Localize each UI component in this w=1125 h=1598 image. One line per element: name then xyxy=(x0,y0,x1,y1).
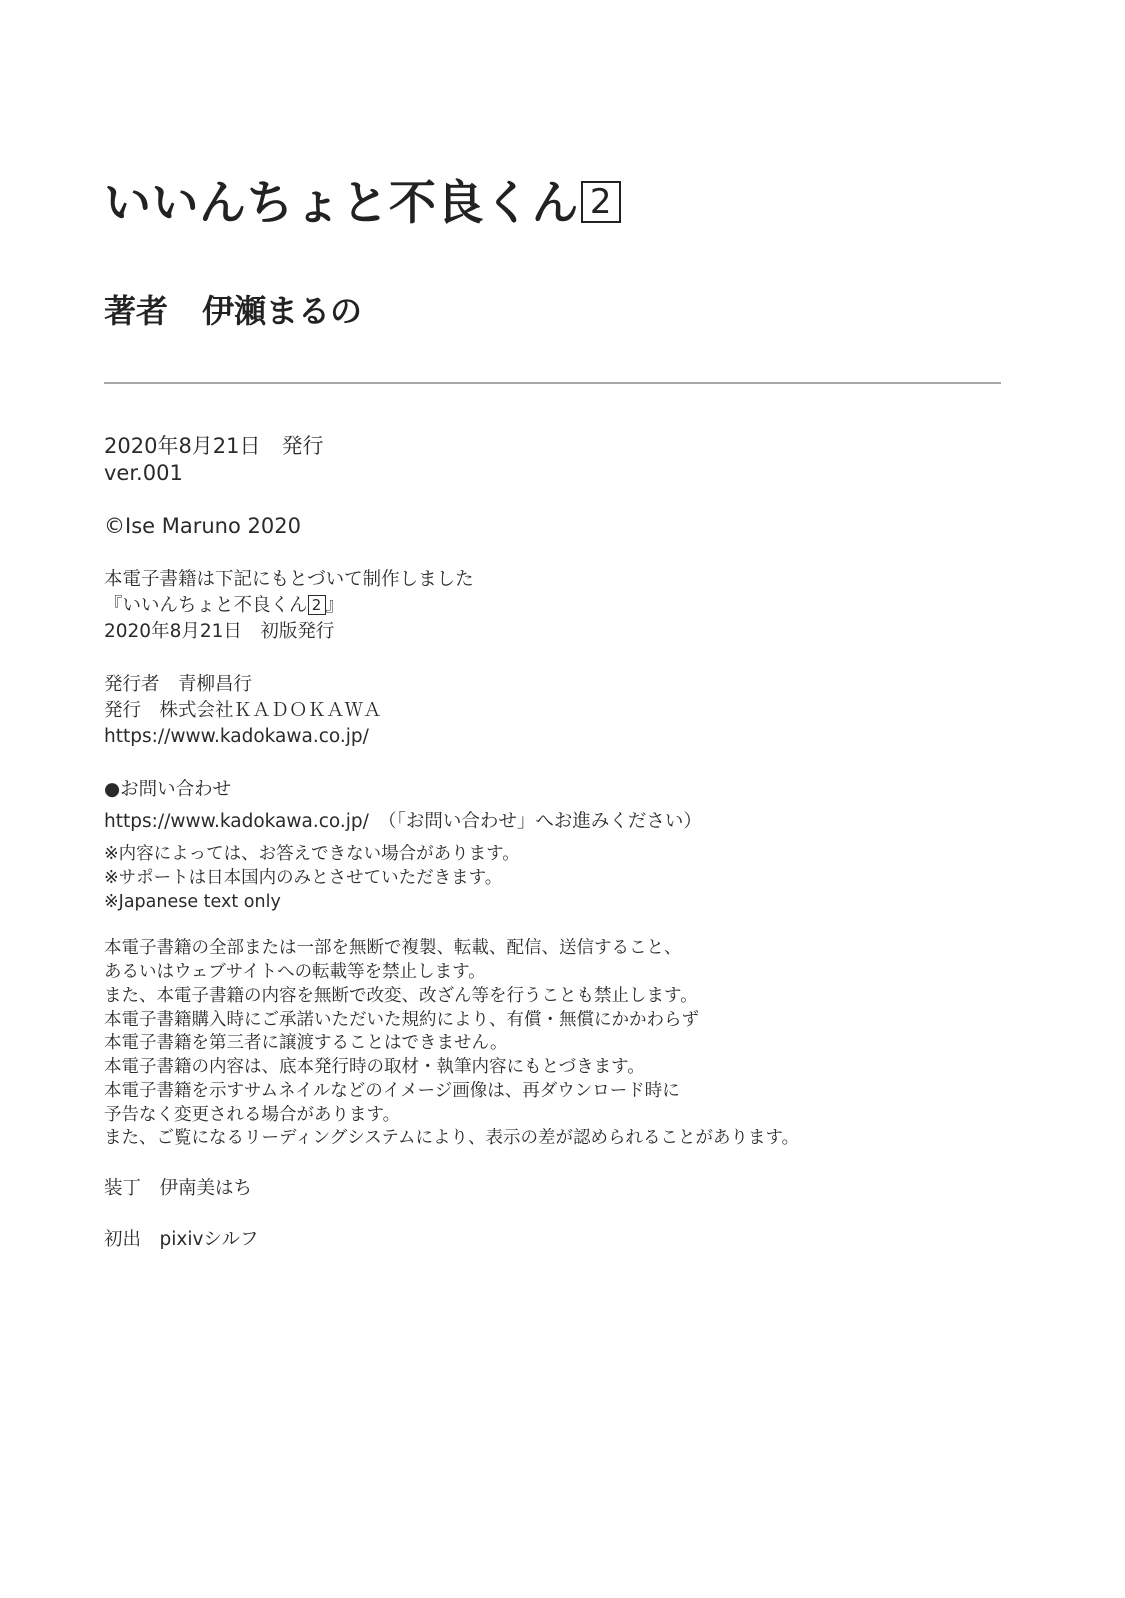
legal-line: あるいはウェブサイトへの転載等を禁止します。 xyxy=(104,962,486,982)
book-title-text: いいんちょと不良くん xyxy=(104,176,579,231)
contact-url: https://www.kadokawa.co.jp/ （「お問い合わせ」へお進みください） xyxy=(104,811,702,832)
contact-note: ※Japanese text only xyxy=(104,892,281,912)
author-line xyxy=(104,291,362,331)
author-name: 伊瀬まるの xyxy=(202,292,363,330)
divider-rule xyxy=(104,382,1001,384)
first-appearance: 初出 pixivシルフ xyxy=(104,1229,259,1250)
legal-line: また、本電子書籍の内容を無断で改変、改ざん等を行うことも禁止します。 xyxy=(104,986,698,1006)
legal-line: 本電子書籍購入時にご承諾いただいた規約により、有償・無償にかかわらず xyxy=(104,1010,699,1030)
publication-date: 2020年8月21日 発行 xyxy=(104,434,324,458)
volume-number-box: 2 xyxy=(581,181,621,223)
source-note: 本電子書籍は下記にもとづいて制作しました xyxy=(104,569,474,590)
contact-note: ※サポートは日本国内のみとさせていただきます。 xyxy=(104,868,503,888)
issuer: 発行者 青柳昌行 xyxy=(104,674,253,695)
publisher-url: https://www.kadokawa.co.jp/ xyxy=(104,726,369,747)
legal-line: 予告なく変更される場合があります。 xyxy=(104,1105,401,1125)
source-volume-box: 2 xyxy=(308,595,326,615)
copyright: ©Ise Maruno 2020 xyxy=(104,514,301,538)
contact-heading: ●お問い合わせ xyxy=(104,779,232,800)
design-credit: 装丁 伊南美はち xyxy=(104,1178,253,1199)
legal-line: 本電子書籍の内容は、底本発行時の取材・執筆内容にもとづきます。 xyxy=(104,1057,645,1077)
book-title xyxy=(104,176,621,232)
version: ver.001 xyxy=(104,461,183,485)
first-edition: 2020年8月21日 初版発行 xyxy=(104,621,335,642)
author-label: 著者 xyxy=(104,292,169,330)
legal-line: 本電子書籍を第三者に譲渡することはできません。 xyxy=(104,1033,508,1053)
legal-line: 本電子書籍の全部または一部を無断で複製、転載、配信、送信すること、 xyxy=(104,938,682,958)
publisher-company: 発行 株式会社ＫＡＤＯＫＡＷＡ xyxy=(104,700,382,721)
legal-line: 本電子書籍を示すサムネイルなどのイメージ画像は、再ダウンロード時に xyxy=(104,1081,680,1101)
contact-note: ※内容によっては、お答えできない場合があります。 xyxy=(104,844,520,864)
source-book-title: 『いいんちょと不良くん 2 』 xyxy=(104,595,345,616)
legal-line: また、ご覧になるリーディングシステムにより、表示の差が認められることがあります。 xyxy=(104,1128,800,1148)
